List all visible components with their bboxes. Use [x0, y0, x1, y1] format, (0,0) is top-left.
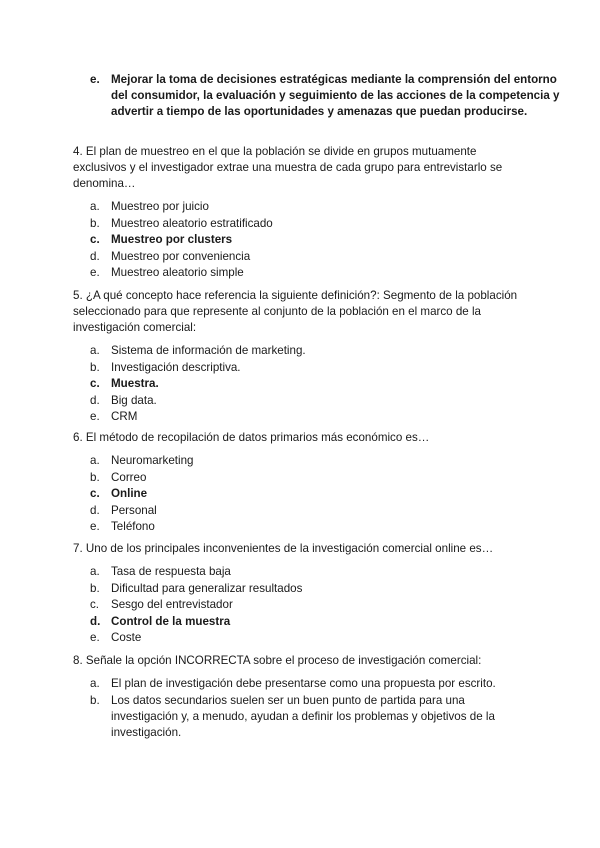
question-stem: 5. ¿A qué concepto hace referencia la siguiente definición?: Segmento de la población seleccionado para que represente al conjunto de la población en el marco de la investigación comercial:: [73, 289, 518, 334]
option-text: Big data.: [111, 393, 157, 407]
option-a: [73, 564, 533, 580]
option-letter: c.: [90, 598, 100, 611]
option-text: El plan de investigación debe presentarse como una propuesta por escrito.: [111, 677, 496, 690]
option-list: [73, 343, 533, 425]
option-text: Muestreo aleatorio estratificado: [111, 216, 273, 230]
option-a: [73, 453, 533, 469]
option-letter: d.: [90, 614, 101, 628]
option-text: Muestra.: [111, 377, 159, 390]
option-text: Correo: [111, 470, 147, 484]
option-letter: c.: [90, 487, 100, 500]
option-c: [73, 232, 533, 248]
option-text: Tasa de respuesta baja: [111, 565, 231, 578]
option-b: [73, 360, 533, 376]
question-stem: 4. El plan de muestreo en el que la población se divide en grupos mutuamente exclusivos y el investigador extrae una muestra de cada grupo para entrevistarlo se denomina…: [73, 145, 503, 190]
option-letter: a.: [90, 344, 100, 357]
option-letter: b.: [90, 581, 100, 595]
option-letter: d.: [90, 393, 100, 407]
option-letter: c.: [90, 377, 100, 390]
option-d: [73, 393, 533, 409]
option-letter: e.: [90, 520, 100, 533]
option-b: [73, 693, 533, 741]
question-stem: 6. El método de recopilación de datos primarios más económico es…: [73, 431, 430, 444]
option-letter: b.: [90, 216, 100, 230]
option-text: CRM: [111, 410, 138, 423]
option-d: [73, 249, 533, 265]
option-text: Muestreo por conveniencia: [111, 249, 251, 263]
option-text: Teléfono: [111, 520, 155, 533]
question-4: [73, 144, 533, 282]
option-text: Control de la muestra: [111, 614, 231, 628]
option-text: Mejorar la toma de decisiones estratégicas mediante la comprensión del entorno del consumidor, la evaluación y seguimiento de las acciones de la competencia y advertir a tiempo de las oportunidades y amenazas que puedan producirse.: [111, 73, 560, 118]
option-text: Personal: [111, 503, 157, 517]
option-text: Coste: [111, 631, 142, 644]
option-letter: a.: [90, 565, 100, 578]
question-5: [73, 288, 533, 426]
question-6: [73, 430, 533, 536]
option-text: Neuromarketing: [111, 454, 194, 467]
option-text: Online: [111, 487, 148, 500]
option-a: [73, 343, 533, 359]
option-b: [73, 581, 533, 597]
question-7: [73, 541, 533, 647]
option-letter: d.: [90, 249, 100, 263]
option-c: [73, 486, 533, 502]
option-list: [73, 564, 533, 646]
option-letter: a.: [90, 200, 100, 213]
question-stem: 8. Señale la opción INCORRECTA sobre el proceso de investigación comercial:: [73, 654, 482, 667]
option-e: [73, 409, 533, 425]
option-letter: b.: [90, 693, 100, 707]
option-letter: e.: [90, 266, 100, 279]
option-e: [73, 519, 533, 535]
question-3-option-e: [73, 72, 571, 120]
option-text: Investigación descriptiva.: [111, 360, 241, 374]
option-text: Sesgo del entrevistador: [111, 598, 233, 611]
option-text: Los datos secundarios suelen ser un buen punto de partida para una investigación y, a menudo, ayudan a definir los problemas y objetivos de la investigación.: [111, 693, 495, 739]
option-b: [73, 470, 533, 486]
option-a: [73, 199, 533, 215]
option-c: [73, 376, 533, 392]
question-stem: 7. Uno de los principales inconvenientes de la investigación comercial online es…: [73, 542, 494, 555]
question-8: [73, 653, 533, 741]
option-letter: e.: [90, 410, 100, 423]
option-text: Sistema de información de marketing.: [111, 344, 306, 357]
option-a: [73, 676, 533, 692]
option-text: Muestreo por clusters: [111, 233, 233, 246]
option-letter: b.: [90, 470, 100, 484]
option-c: [73, 597, 533, 613]
option-e: [73, 265, 533, 281]
option-letter: d.: [90, 503, 100, 517]
option-text: Muestreo por juicio: [111, 200, 209, 213]
option-d: [73, 614, 533, 630]
option-letter: e.: [90, 73, 100, 86]
option-text: Muestreo aleatorio simple: [111, 266, 244, 279]
option-list: [73, 676, 533, 741]
option-letter: b.: [90, 360, 100, 374]
option-list: [73, 453, 533, 535]
option-e: [73, 630, 533, 646]
option-text: Dificultad para generalizar resultados: [111, 581, 303, 595]
option-d: [73, 503, 533, 519]
option-letter: a.: [90, 454, 100, 467]
option-letter: e.: [90, 631, 100, 644]
option-letter: a.: [90, 677, 100, 690]
option-list: [73, 199, 533, 281]
option-b: [73, 216, 533, 232]
option-letter: c.: [90, 233, 100, 246]
